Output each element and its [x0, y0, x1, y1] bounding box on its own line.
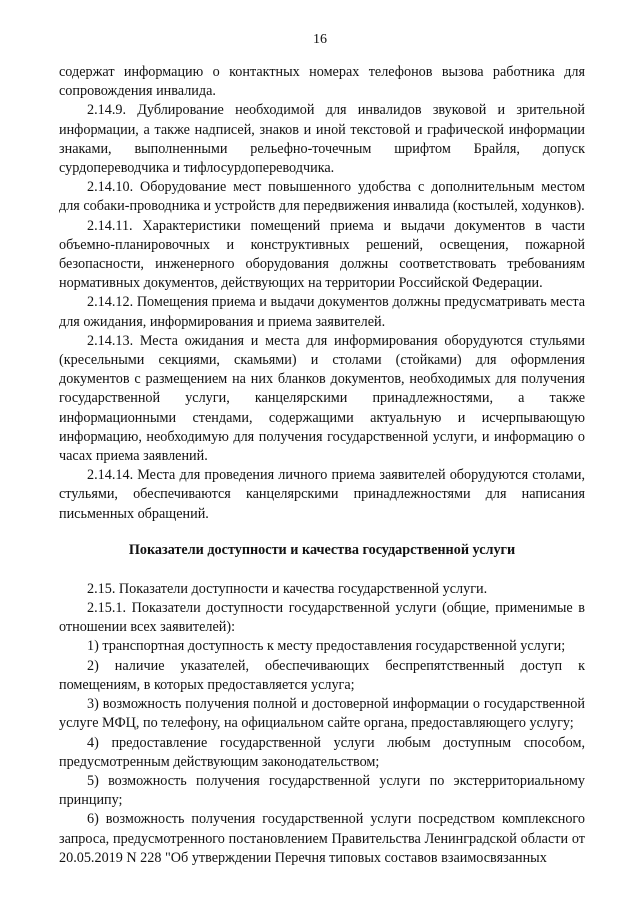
paragraph-2-15: 2.15. Показатели доступности и качества государственной услуги.	[87, 580, 488, 597]
paragraph-2-14-10: 2.14.10. Оборудование мест повышенного удобства с дополнительным местом для собаки-проводника и устройств для передвижения инвалида (костылей, ходунков).	[59, 179, 585, 215]
paragraph-2-14-14: 2.14.14. Места для проведения личного приема заявителей оборудуются столами, стульями, обеспечиваются канцелярскими принадлежностями для написания письменных обращений.	[59, 467, 585, 522]
list-item-1: 1) транспортная доступность к месту предоставления государственной услуги;	[87, 638, 566, 655]
list-item-2: 2) наличие указателей, обеспечивающих беспрепятственный доступ к помещениям, в которых предоставляется услуга;	[59, 657, 585, 693]
list-item-4: 4) предоставление государственной услуги любым доступным способом, предусмотренным действующим законодательством;	[59, 734, 585, 770]
list-item-6: 6) возможность получения государственной услуги посредством комплексного запроса, предусмотренного постановлением Правительства Ленинградской области от 20.05.2019 N 228 "Об утверждении Перечня типовых составов взаимосвязанных	[59, 811, 585, 866]
section-heading: Показатели доступности и качества государственной услуги	[128, 541, 516, 558]
paragraph-2-15-1: 2.15.1. Показатели доступности государственной услуги (общие, применимые в отношении всех заявителей):	[59, 600, 585, 636]
paragraph-2-14-9: 2.14.9. Дублирование необходимой для инвалидов звуковой и зрительной информации, а также надписей, знаков и иной текстовой и графической информации знаками, выполненными рельефно-точечным шрифтом Брайля, допуск сурдопереводчика и тифлосурдопереводчика.	[59, 102, 585, 177]
paragraph-continuation: содержат информацию о контактных номерах телефонов вызова работника для сопровождения инвалида.	[59, 64, 585, 100]
document-body	[59, 63, 585, 868]
page-number: 16	[313, 32, 327, 47]
paragraph-2-14-11: 2.14.11. Характеристики помещений приема и выдачи документов в части объемно-планировочных и конструктивных решений, освещения, пожарной безопасности, инженерного оборудования должны соответствовать требованиям нормативных документов, действующих на территории Российской Федерации.	[59, 217, 585, 292]
paragraph-2-14-12: 2.14.12. Помещения приема и выдачи документов должны предусматривать места для ожидания, информирования и приема заявителей.	[59, 294, 585, 330]
list-item-5: 5) возможность получения государственной услуги по экстерриториальному принципу;	[59, 772, 585, 809]
paragraph-2-14-13: 2.14.13. Места ожидания и места для информирования оборудуются стульями (кресельными секциями, скамьями) и столами (стойками) для оформления документов с размещением на них бланков документов, необходимых для получения государственной услуги, канцелярскими принадлежностями, а также информационными стендами, содержащими актуальную и исчерпывающую информацию, необходимую для получения государственной услуги, и информацию о часах приема заявлений.	[59, 332, 585, 465]
list-item-3: 3) возможность получения полной и достоверной информации о государственной услуге МФЦ, по телефону, на официальном сайте органа, предоставляющего услугу;	[59, 696, 585, 732]
